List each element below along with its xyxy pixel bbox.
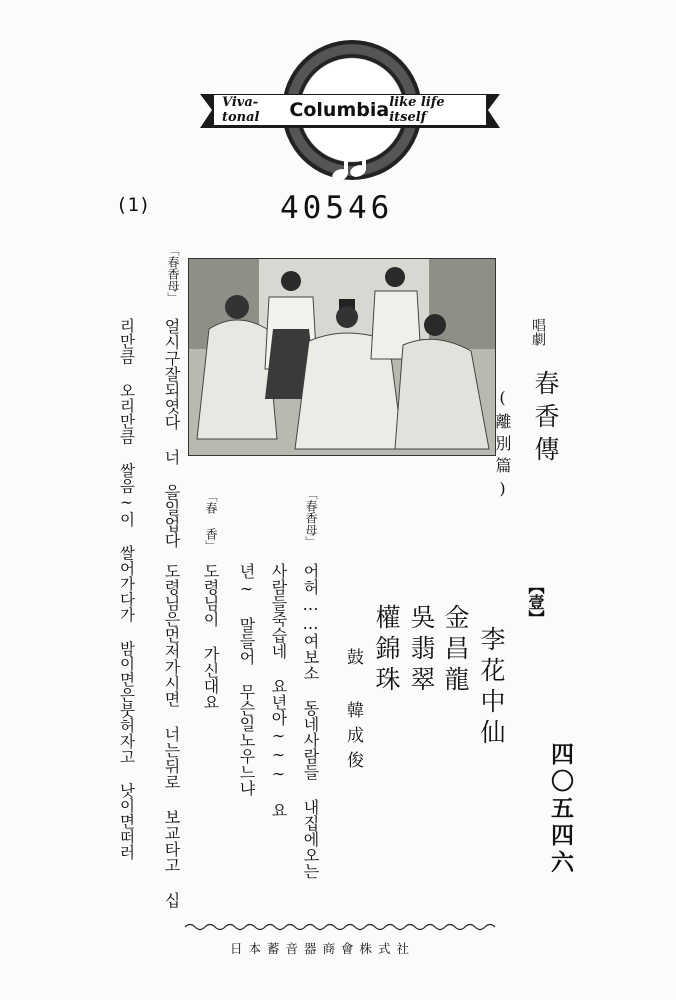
part-mark: 【壹】	[526, 578, 545, 626]
performers-photo	[188, 258, 496, 456]
side-number: (1)	[116, 194, 151, 216]
subtitle: (離別篇)	[493, 388, 512, 504]
speaker-label: 「春香母」	[166, 244, 180, 304]
dialogue-line: 도령님은먼저가시면 너는뒤로 보교타고 십	[162, 563, 181, 908]
right-motto: like life itself	[389, 95, 445, 125]
dialogue-line: 년∼ 말들어 무슨일노우느냐	[237, 563, 256, 796]
genre-label: 唱劇	[530, 318, 546, 346]
catalog-number-kanji: 四〇五四六	[547, 742, 574, 877]
publisher-footer: 日本蓄音器商會株式社	[230, 941, 416, 956]
left-motto: Viva-tonal	[222, 95, 260, 125]
music-note-icon	[327, 138, 377, 188]
dialogue-line: 사람들죽습네 요년아∼∼∼ 요	[269, 563, 288, 818]
dialogue-line: 도령님이 가신대요	[201, 563, 220, 710]
wavy-divider	[185, 922, 495, 932]
speaker-label: 「春 香」	[204, 490, 218, 552]
performer-1: 李花中仙	[477, 626, 506, 750]
dialogue-line: 어허……여보소 동네사람들 내집에오는	[301, 563, 320, 879]
speaker-label: 「春香母」	[304, 488, 318, 548]
performer-2: 金昌龍	[441, 604, 470, 697]
dialogue-line: 리만큼 오리만큼 쌀음∼이 쌀어가다가 밤이면은붓허자고 낫이면떠러	[117, 318, 136, 860]
work-title: 春香傳	[531, 370, 560, 469]
catalog-number: 40546	[280, 190, 394, 226]
dialogue-line: 얼시구잘되엿다 너 을일업다	[162, 318, 181, 548]
performer-3: 吳翡翠	[407, 604, 436, 697]
columbia-logo	[200, 40, 500, 180]
brand-name: Columbia	[289, 99, 390, 121]
performer-4: 權錦珠	[372, 604, 401, 697]
logo-banner	[214, 95, 486, 125]
drummer: 鼓 韓成俊	[343, 648, 363, 776]
